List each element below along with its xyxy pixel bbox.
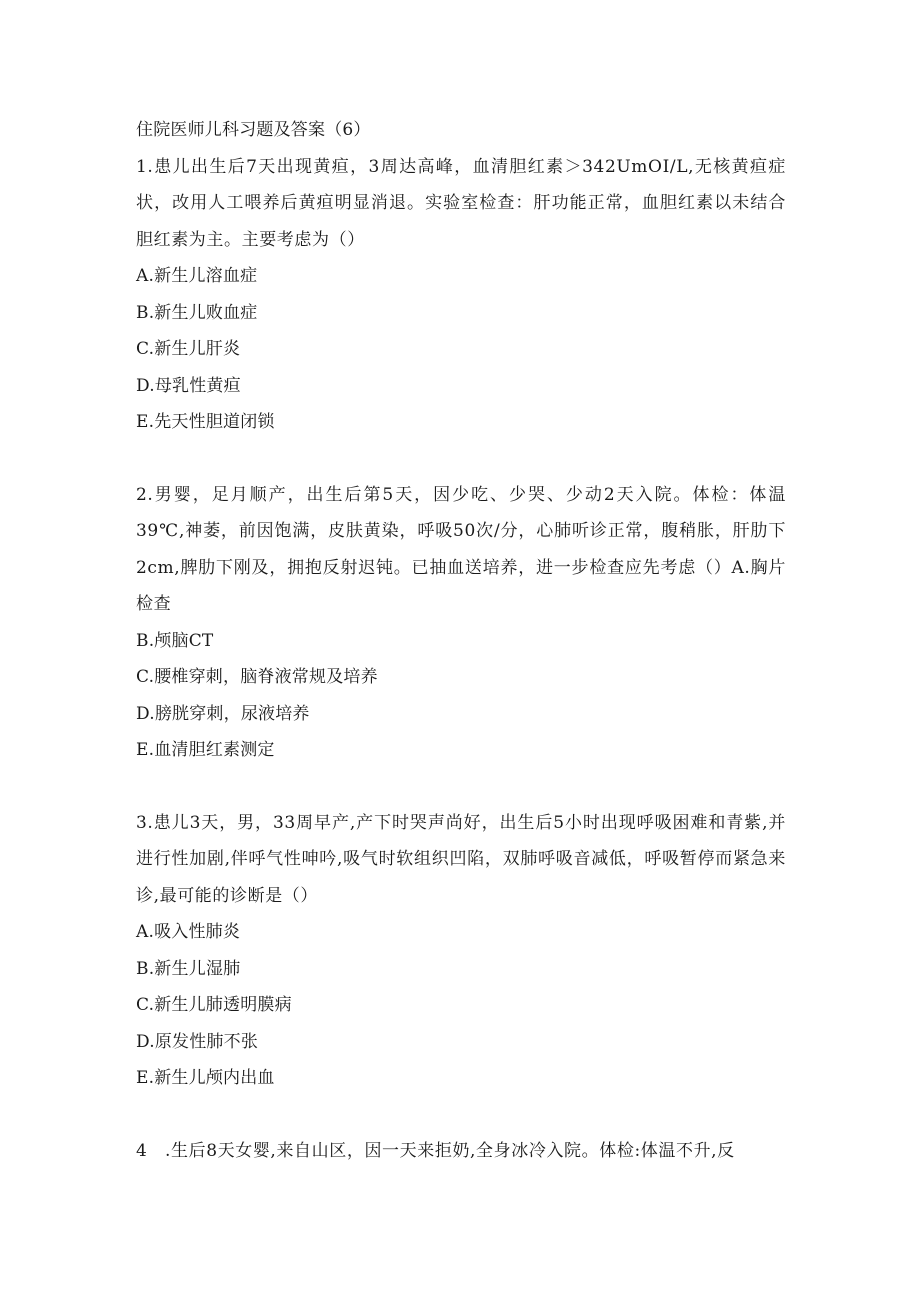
question-stem: 2.男婴，足月顺产，出生后第5天，因少吃、少哭、少动2天入院。体检：体温39℃,神萎，前因饱满，皮肤黄染，呼吸50次/分，心肺听诊正常，腹稍胀，肝肋下2cm,脾肋下刚及，拥抱反射迟钝。已抽血送培养，进一步检查应先考虑（）A.胸片检查 [136,484,786,614]
option-d: D.母乳性黄疸 [136,375,241,396]
option-d: D.原发性肺不张 [136,1031,259,1052]
option-c: C.腰椎穿刺，脑脊液常规及培养 [136,667,378,687]
option-e: E.先天性胆道闭锁 [136,412,275,432]
option-b: B.颅脑CT [136,630,214,651]
question-4 [136,1133,786,1170]
spacer [136,1097,786,1133]
option-e: E.新生儿颅内出血 [136,1068,275,1088]
option-b: B.新生儿败血症 [136,302,258,323]
option-c: C.新生儿肝炎 [136,339,241,359]
option-d: D.膀胱穿刺，尿液培养 [136,703,310,724]
document-title: 住院医师儿科习题及答案（6） [136,120,371,140]
option-e: E.血清胆红素测定 [136,740,275,760]
question-stem: 1.患儿出生后7天出现黄疸，3周达高峰，血清胆红素＞342UmOI/L,无核黄疸症状，改用人工喂养后黄疸明显消退。实验室检查：肝功能正常，血胆红素以未结合胆红素为主。主要考虑为（） [136,156,786,250]
option-c: C.新生儿肺透明膜病 [136,995,292,1015]
document-content [136,112,786,1169]
question-3 [136,805,786,1097]
question-stem: 3.患儿3天，男，33周早产,产下时哭声尚好，出生后5小时出现呼吸困难和青紫,并进行性加剧,伴呼气性呻吟,吸气时软组织凹陷，双肺呼吸音减低，呼吸暂停而紧急来诊,最可能的诊断是（） [136,812,786,906]
option-a: A.吸入性肺炎 [136,922,241,942]
option-b: B.新生儿湿肺 [136,958,241,979]
question-1 [136,149,786,441]
question-stem: 4 .生后8天女婴,来自山区，因一天来拒奶,全身冰冷入院。体检:体温不升,反 [136,1140,735,1161]
option-a: A.新生儿溶血症 [136,266,258,286]
question-2 [136,477,786,769]
spacer [136,441,786,477]
spacer [136,769,786,805]
